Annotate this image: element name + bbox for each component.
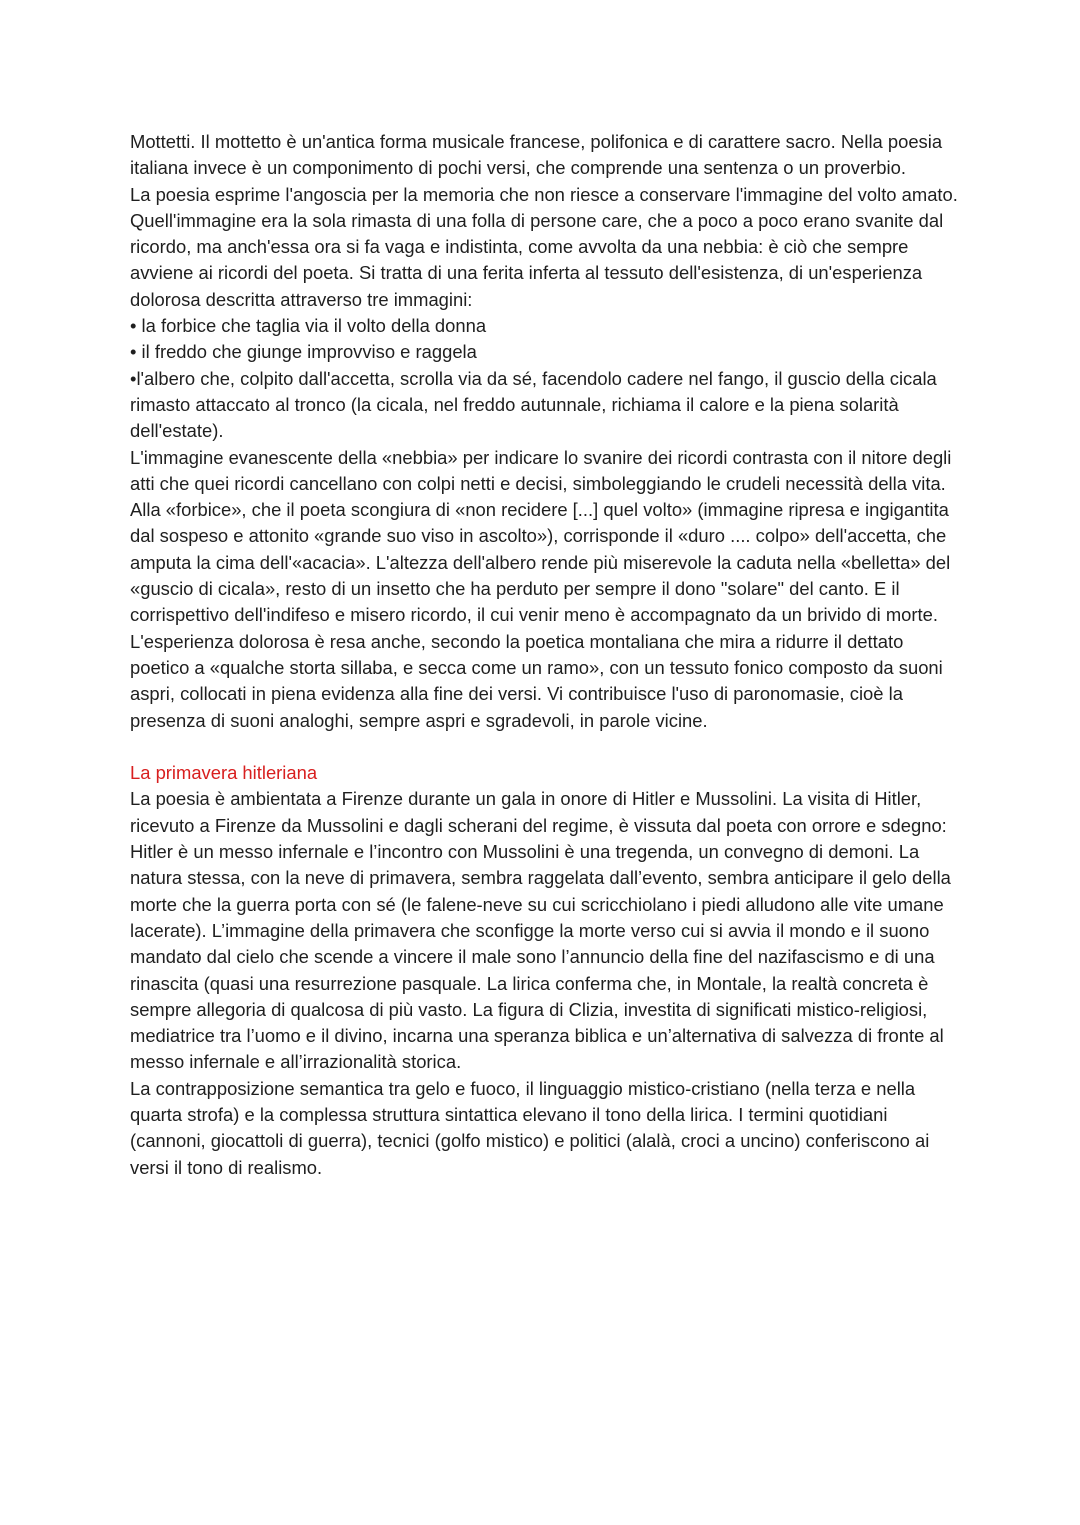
paragraph-mottetti-fonica: L'esperienza dolorosa è resa anche, secondo la poetica montaliana che mira a ridurre il dettato poetico a «qualche storta sillaba, e secca come un ramo», con un tessuto fonico composto da suoni aspri, collocati in piena evidenza alla fine dei versi. Vi contribuisce l'uso di paronomasie, cioè la presenza di suoni analoghi, sempre aspri e sgradevoli, in parole vicine. [130,630,943,731]
paragraph-mottetti-theme: La poesia esprime l'angoscia per la memoria che non riesce a conservare l'immagine del volto amato. Quell'immagine era la sola rimasta di una folla di persone care, che a poco a poco erano svanite dal ricordo, ma anch'essa ora si fa vaga e indistinta, come avvolta da una nebbia: è ciò che sempre avviene ai ricordi del poeta. Si tratta di una ferita inferta al tessuto dell'esistenza, di un'esperienza dolorosa descritta attraverso tre immagini: [130,183,958,310]
bullet-item-forbice: • la forbice che taglia via il volto della donna [130,315,487,337]
bullet-item-albero: •l'albero che, colpito dall'accetta, scrolla via da sé, facendolo cadere nel fango, il guscio della cicala rimasto attaccato al tronco (la cicala, nel freddo autunnale, richiama il calore e la piena solarità dell'estate). [130,367,937,442]
paragraph-mottetti-definition: Mottetti. Il mottetto è un'antica forma musicale francese, polifonica e di carattere sacro. Nella poesia italiana invece è un componimento di pochi versi, che comprende una sentenza o un proverbio. [130,131,943,179]
section-spacer [130,734,960,760]
paragraph-primavera-context: La poesia è ambientata a Firenze durante un gala in onore di Hitler e Mussolini. La visita di Hitler, ricevuto a Firenze da Mussolini e dagli scherani del regime, è vissuta dal poeta con orrore e sdegno: Hitler è un messo infernale e l’incontro con Mussolini è una tregenda, un convegno di demoni. La natura stessa, con la neve di primavera, sembra raggelata dall’evento, sembra anticipare il gelo della morte che la guerra porta con sé (le falene-neve su cui scricchiolano i piedi alludono alle vite umane lacerate). L’immagine della primavera che sconfigge la morte verso cui si avvia il mondo e il suono mandato dal cielo che scende a vincere il male sono l’annuncio della fine del nazifascismo e di una rinascita (quasi una resurrezione pasquale. La lirica conferma che, in Montale, la realtà concreta è sempre allegoria di qualcosa di più vasto. La figura di Clizia, investita di significati mistico-religiosi, mediatrice tra l’uomo e il divino, incarna una speranza biblica e un’alternativa di salvezza di fronte al messo infernale e all’irrazionalità storica. [130,788,951,1073]
bullet-item-freddo: • il freddo che giunge improvviso e raggela [130,341,477,363]
paragraph-primavera-style: La contrapposizione semantica tra gelo e fuoco, il linguaggio mistico-cristiano (nella terza e nella quarta strofa) e la complessa struttura sintattica elevano il tono della lirica. I termini quotidiani (cannoni, giocattoli di guerra), tecnici (golfo mistico) e politici (alalà, croci a uncino) conferiscono ai versi il tono di realismo. [130,1077,930,1178]
section-heading: La primavera hitleriana [130,762,318,784]
section-mottetti [130,129,960,734]
document-body [130,129,960,1181]
paragraph-mottetti-nebbia: L'immagine evanescente della «nebbia» per indicare lo svanire dei ricordi contrasta con il nitore degli atti che quei ricordi cancellano con colpi netti e decisi, simboleggiando le crudeli necessità della vita. Alla «forbice», che il poeta scongiura di «non recidere [...] quel volto» (immagine ripresa e ingigantita dal sospeso e attonito «grande suo viso in ascolto»), corrisponde il «duro .... colpo» dell'accetta, che amputa la cima dell'«acacia». L'altezza dell'albero rende più miserevole la caduta nella «belletta» del «guscio di cicala», resto di un insetto che ha perduto per sempre il dono "solare" del canto. E il corrispettivo dell'indifeso e misero ricordo, il cui venir meno è accompagnato da un brivido di morte. [130,446,952,626]
section-primavera-hitleriana [130,760,960,1181]
